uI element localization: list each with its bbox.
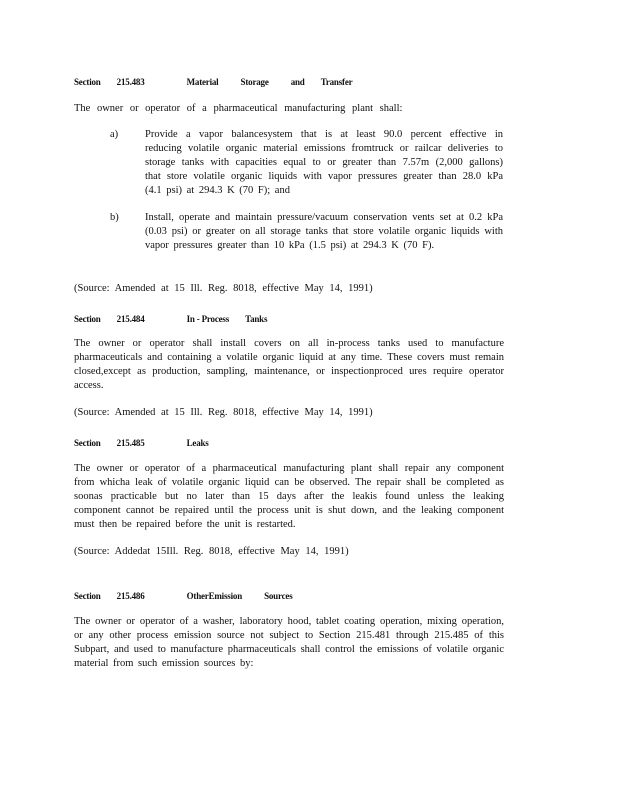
section-number: 215.486 [116, 591, 145, 601]
source-note: (Source: Amended at 15 Ill. Reg. 8018, effective May 14, 1991) [74, 407, 373, 418]
section-body: The owner or operator shall install covers on all in-process tanks used to manufacture pharmaceuticals and containing a volatile organic liquid at any time. These covers must remain closed,except as production, sampling, maintenance, or inspectionproced ures require operator access. [74, 338, 504, 391]
section-heading [74, 77, 352, 87]
section-number: 215.485 [116, 438, 145, 448]
source-note: (Source: Addedat 15Ill. Reg. 8018, effective May 14, 1991) [74, 546, 349, 557]
list-item [110, 128, 510, 196]
section-title-word: OtherEmission [186, 591, 242, 601]
section-label: Section [74, 591, 101, 601]
section-heading [74, 314, 267, 324]
list-item-text: Install, operate and maintain pressure/vacuum conservation vents set at 0.2 kPa (0.03 psi) or greater on all storage tanks that store volatile organic liquids with vapor pressures greater than 10 kPa (1.5 psi) at 294.3 K (70 F). [145, 212, 503, 251]
section-label: Section [74, 438, 101, 448]
section-title-word: Transfer [320, 77, 353, 87]
section-title-word: Tanks [245, 314, 268, 324]
list-item-label: a) [110, 129, 119, 140]
section-title-word: Sources [264, 591, 293, 601]
section-intro: The owner or operator of a pharmaceutical manufacturing plant shall: [74, 103, 403, 114]
section-body: The owner or operator of a pharmaceutical manufacturing plant shall repair any component from whicha leak of volatile organic liquid can be observed. The repair shall be completed as soonas practicable but no later than 15 days after the leakis found unless the leaking component cannot be repaired until the process unit is shut down, and the leaking component must then be repaired before the unit is restarted. [74, 463, 504, 530]
list-item-label: b) [110, 212, 119, 223]
section-label: Section [74, 77, 101, 87]
source-note: (Source: Amended at 15 Ill. Reg. 8018, effective May 14, 1991) [74, 283, 373, 294]
section-title-word: and [290, 77, 305, 87]
section-title-word: Storage [240, 77, 269, 87]
section-heading [74, 438, 209, 448]
section-number: 215.483 [116, 77, 145, 87]
section-label: Section [74, 314, 101, 324]
list-item [110, 211, 510, 267]
section-title-word: Material [186, 77, 219, 87]
section-title-word: Leaks [186, 438, 209, 448]
list-item-text: Provide a vapor balancesystem that is at least 90.0 percent effective in reducing volatile organic material emissions fromtruck or railcar deliveries to storage tanks with capacities equal to or greater than 7.57m (2,000 gallons) that store volatile organic liquids with vapor pressures greater than 28.0 kPa (4.1 psi) at 294.3 K (70 F); and [145, 129, 503, 196]
section-title-word: In - Process [186, 314, 230, 324]
section-number: 215.484 [116, 314, 145, 324]
section-body: The owner or operator of a washer, laboratory hood, tablet coating operation, mixing operation, or any other process emission source not subject to Section 215.481 through 215.485 of this Subpart, and used to manufacture pharmaceuticals shall control the emissions of volatile organic material from such emission sources by: [74, 616, 504, 669]
section-heading [74, 591, 293, 601]
